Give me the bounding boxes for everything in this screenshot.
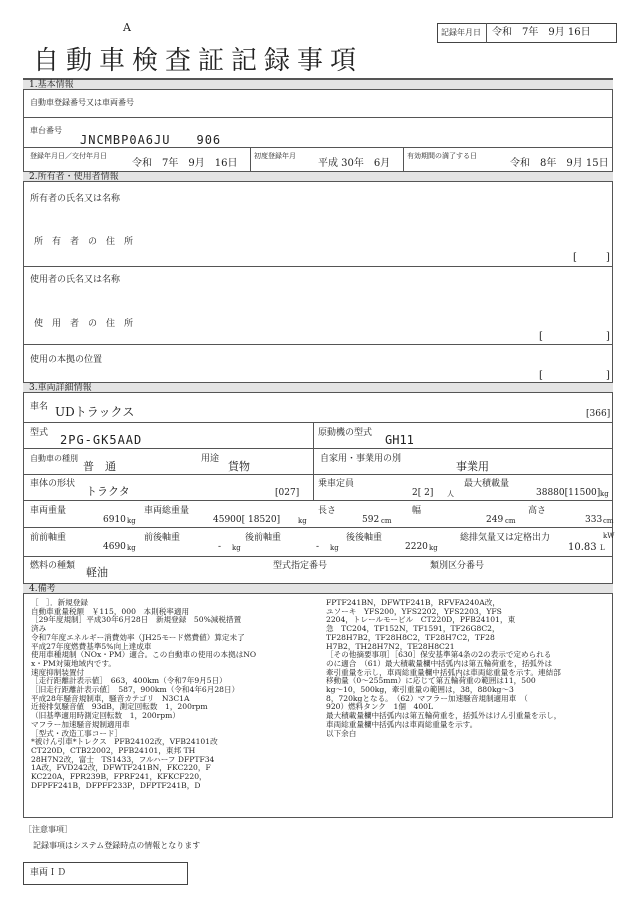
front-rear-axle-label: 前後軸重 [144, 533, 181, 543]
user-address-label: 使 用 者 の 住 所 [34, 319, 134, 329]
expiry-value: 令和 8年 9月 15日 [510, 158, 609, 169]
remark-line: 2204，トレールモービル CT220D，PFB24101，東 [326, 615, 516, 625]
remark-line: 使用車種規制（NOx・PM）適合。この自動車の使用の本拠はNO [31, 650, 257, 660]
capacity-label: 乗車定員 [318, 479, 355, 489]
rear-rear-axle-value: 2220 [405, 542, 428, 552]
displacement-unit: L [600, 544, 605, 552]
owner-address-bracket-close: ] [606, 252, 610, 263]
gross-weight-unit: kg [298, 517, 307, 525]
remark-line: ［旧走行距離計表示値］ 587，900km（令和4年6月28日） [31, 685, 240, 694]
remark-line: 済み [31, 624, 47, 634]
remark-line: 平成27年度燃費基準5%向上達成車 [31, 641, 152, 651]
vehicle-kind-value: 普 通 [83, 460, 116, 473]
height-unit: cm [603, 517, 614, 525]
chassis-value: JNCMBP0A6JU 906 [80, 133, 222, 147]
remark-line: 車両総重量欄中括弧内は車両総重量を示す。 [326, 719, 478, 729]
weight-unit: kg [127, 517, 136, 525]
private-business-value: 事業用 [456, 460, 489, 473]
remark-line: 牽引重量を示し，車両総重量欄中括弧内は車両総重量を示す。連結部 [326, 667, 561, 677]
owner-address-bracket-open: [ [573, 252, 577, 263]
fuel-label: 燃料の種類 [30, 561, 76, 571]
expiry-label: 有効期間の満了する日 [407, 152, 477, 160]
vehicle-kind-label: 自動車の種別 [30, 454, 78, 463]
remark-line: 8，720kgとなる。 （62）マフラー加速騒音規制適用車 （ [326, 693, 528, 703]
remark-line: マフラー加速騒音規制適用車 [31, 719, 130, 729]
section-owner-header: 2.所有者・使用者情報 [23, 171, 613, 182]
width-unit: cm [505, 517, 516, 525]
remark-line: 速度抑制装置付 [31, 667, 85, 677]
front-rear-axle-value: - [218, 542, 222, 552]
rear-front-axle-value: - [316, 542, 320, 552]
reg-date-value: 令和 7年 9月 16日 [132, 158, 238, 169]
notes-text: 記録事項はシステム登録時点の情報となります [33, 841, 201, 850]
remark-line: ［ ］．新規登録 [31, 598, 88, 607]
remark-line: KC220A，FPR239B，FPRF241，KFKCF220， [31, 772, 207, 781]
remark-line: 近接排気騒音値 93dB，測定回転数 1，200rpm [31, 702, 208, 712]
gross-weight-value: 45900[ 18520] [213, 515, 281, 525]
remark-line: 平成28年騒音規制車，騒音カテゴリ N3C1A [31, 693, 190, 703]
remark-line: DFPFF241B，DFPFF233P，DFPTF241B，D [31, 780, 201, 790]
reg-number-label: 自動車登録番号又は車両番号 [30, 98, 134, 107]
remark-line: 急 TC204，TF152N，TF1591，TF26G8C2， [326, 624, 500, 634]
engine-model-value: GH11 [385, 433, 414, 447]
displacement-label: 総排気量又は定格出力 [460, 533, 551, 543]
rear-rear-axle-label: 後後軸重 [346, 533, 383, 543]
width-value: 249 [486, 515, 504, 525]
remark-line: x・PM対策地域内です。 [31, 658, 116, 668]
page-title: 自動車検査証記録事項 [33, 46, 364, 76]
capacity-value: 2[ 2] [412, 488, 434, 498]
use-label: 用途 [201, 454, 220, 464]
width-label: 幅 [412, 506, 422, 516]
base-bracket-close: ] [606, 370, 610, 381]
front-front-axle-unit: kg [127, 544, 136, 552]
front-rear-axle-unit: kg [232, 544, 241, 552]
remark-line: ユソーキ YFS200，YFS2202，YFS2203，YFS [326, 606, 502, 616]
remark-line: ［その他摘要事項］［630］保安基準第4条の2の表示で定められる [326, 650, 552, 660]
displacement-unit-kw: kW [603, 532, 615, 540]
height-value: 333 [585, 515, 603, 525]
model-value: 2PG-GK5AAD [60, 433, 143, 447]
vehicle-id-label: 車両ＩＤ [30, 868, 67, 878]
section-remarks-header: 4.備考 [23, 583, 613, 594]
remark-line: 最大積載量欄中括弧内は第五輪荷重を，括弧外はけん引重量を示し， [326, 711, 562, 721]
remark-line: FPTF241BN，DFWTF241B，RFVFA240A改， [326, 598, 500, 607]
car-name-label: 車名 [30, 402, 49, 412]
remark-line: 28H7N2改，富士 TS1433，フルハーフ DFPTF34 [31, 754, 215, 764]
remark-line: *被けん引車*トレクス PFB24102改，VFB24101改 [31, 737, 218, 747]
remark-line: 自動車重量税額 ￥115，000 本則税率適用 [31, 606, 190, 616]
user-address-bracket-open: [ [539, 331, 543, 342]
record-date-value: 令和 7年 9月 16日 [492, 27, 591, 38]
max-load-unit: kg [600, 490, 609, 498]
fuel-value: 軽油 [86, 566, 108, 579]
class-label: 類別区分番号 [430, 561, 485, 571]
weight-value: 6910 [103, 515, 126, 525]
notes-title: ［注意事項］ [24, 825, 72, 834]
owner-address-label: 所 有 者 の 住 所 [34, 237, 134, 247]
displacement-value: 10.83 [568, 542, 597, 553]
remark-line: CT220D，CTB22002，PFB24101，東邦 TH [31, 745, 196, 755]
length-value: 592 [362, 515, 380, 525]
private-business-label: 自家用・事業用の別 [320, 454, 402, 464]
height-label: 高さ [528, 506, 547, 516]
engine-model-label: 原動機の型式 [318, 428, 373, 438]
body-shape-value: トラクタ [86, 485, 130, 498]
owner-name-label: 所有者の氏名又は名称 [30, 194, 121, 204]
remark-line: （旧基準適用時測定回転数 1，200rpm） [31, 711, 180, 721]
remark-line: ［走行距離計表示値］ 663，400km（令和7年9月5日） [31, 676, 227, 686]
base-location-label: 使用の本拠の位置 [30, 355, 103, 365]
record-date-label: 記録年月日 [441, 28, 481, 37]
rear-rear-axle-unit: kg [429, 544, 438, 552]
base-bracket-open: [ [539, 370, 543, 381]
first-reg-value: 平成 30年 6月 [318, 158, 391, 169]
first-reg-label: 初度登録年月 [254, 152, 296, 160]
remark-line: ［型式・改造工事コード］ [31, 728, 123, 738]
remark-line: TF28H7B2，TF28H8C2，TF28H7C2，TF28 [326, 632, 495, 642]
remark-line: 令和7年度エネルギー消費効率（JH25モード燃費値）算定未了 [31, 632, 245, 642]
remark-line: 移動量（0〜255mm）に応じて第五輪荷重の範囲は11，500 [326, 676, 536, 686]
length-unit: cm [381, 517, 392, 525]
section-basic-header: 1.基本情報 [23, 79, 613, 90]
remark-line: H7B2，TH28H7N2，TE28H8C21 [326, 641, 455, 651]
body-shape-label: 車体の形状 [30, 479, 76, 489]
remark-line: kg〜10，500kg，牽引重量の範囲は，38，880kg〜3 [326, 685, 514, 694]
reg-date-label: 登録年月日／交付年月日 [30, 152, 107, 160]
body-shape-code: [027] [275, 488, 300, 498]
section-vehicle-header: 3.車両詳細情報 [23, 382, 613, 393]
rear-front-axle-label: 後前軸重 [245, 533, 282, 543]
chassis-label: 車台番号 [30, 126, 62, 135]
front-front-axle-value: 4690 [103, 542, 126, 552]
car-name-value: UDトラックス [55, 405, 135, 419]
use-value: 貨物 [228, 460, 250, 473]
max-load-value: 38880[11500] [536, 488, 601, 498]
user-address-bracket-close: ] [606, 331, 610, 342]
remark-line: ［29年度規制］平成30年6月28日 新規登録 50%減税措置 [31, 615, 242, 625]
corner-mark: A [123, 21, 131, 34]
front-front-axle-label: 前前軸重 [30, 533, 67, 543]
remark-line: のに適合 （61）最大積載量欄中括弧内は第五輪荷重を，括弧外は [326, 658, 553, 668]
remark-line: 以下余白 [326, 728, 357, 738]
rear-front-axle-unit: kg [330, 544, 339, 552]
user-name-label: 使用者の氏名又は名称 [30, 275, 121, 285]
gross-weight-label: 車両総重量 [144, 506, 190, 516]
length-label: 長さ [318, 506, 337, 516]
remark-line: 920）燃料タンク 1個 400L [326, 702, 434, 712]
weight-label: 車両重量 [30, 506, 67, 516]
car-name-code: [366] [586, 409, 611, 419]
capacity-unit: 人 [447, 490, 454, 498]
remark-line: 1A改，FVD242改，DFWTF241BN，FKC220，F [31, 763, 211, 773]
model-label: 型式 [30, 428, 49, 438]
max-load-label: 最大積載量 [464, 479, 510, 489]
type-approval-label: 型式指定番号 [273, 561, 328, 571]
